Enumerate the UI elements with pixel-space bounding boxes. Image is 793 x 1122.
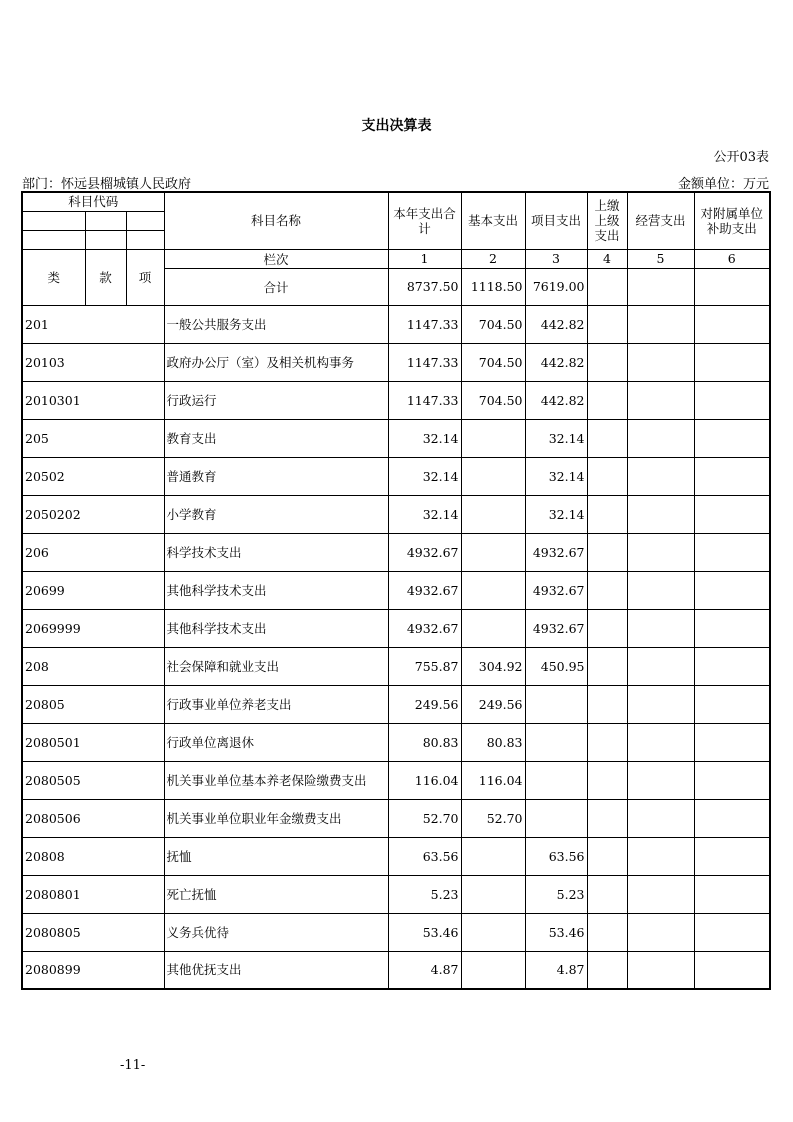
subject-code: 20103 xyxy=(22,343,164,381)
lei-header: 类 xyxy=(22,249,85,305)
subject-name: 义务兵优待 xyxy=(164,913,388,951)
project-expenditure-value: 32.14 xyxy=(525,495,587,533)
subject-code: 2080501 xyxy=(22,723,164,761)
subject-code: 2050202 xyxy=(22,495,164,533)
total-expenditure-value: 755.87 xyxy=(388,647,461,685)
total-expenditure-header: 本年支出合计 xyxy=(388,192,461,249)
xiang-header: 项 xyxy=(126,249,164,305)
subject-name: 社会保障和就业支出 xyxy=(164,647,388,685)
basic-expenditure-value: 704.50 xyxy=(461,381,525,419)
upper-remit-value xyxy=(587,571,627,609)
total-expenditure-value: 63.56 xyxy=(388,837,461,875)
business-expenditure-value xyxy=(627,723,694,761)
upper-remit-value xyxy=(587,799,627,837)
table-row xyxy=(22,837,770,875)
total-expenditure-value: 53.46 xyxy=(388,913,461,951)
upper-remit-value xyxy=(587,495,627,533)
code-blank-4 xyxy=(22,230,85,249)
total-expenditure-value: 4.87 xyxy=(388,951,461,989)
subsidy-value xyxy=(694,419,770,457)
code-blank-2 xyxy=(85,211,126,230)
basic-expenditure-value xyxy=(461,609,525,647)
upper-remit-value xyxy=(587,533,627,571)
subsidy-value xyxy=(694,495,770,533)
upper-remit-value xyxy=(587,609,627,647)
subsidy-value xyxy=(694,837,770,875)
business-expenditure-value xyxy=(627,343,694,381)
code-blank-1 xyxy=(22,211,85,230)
business-expenditure-value xyxy=(627,457,694,495)
business-expenditure-value xyxy=(627,761,694,799)
subject-name: 其他优抚支出 xyxy=(164,951,388,989)
subject-code: 20805 xyxy=(22,685,164,723)
subject-name: 一般公共服务支出 xyxy=(164,305,388,343)
column-number-4: 4 xyxy=(587,249,627,268)
subject-name-header: 科目名称 xyxy=(164,192,388,249)
table-row xyxy=(22,723,770,761)
project-expenditure-value: 53.46 xyxy=(525,913,587,951)
basic-expenditure-value xyxy=(461,571,525,609)
total-expenditure-value: 80.83 xyxy=(388,723,461,761)
table-row xyxy=(22,571,770,609)
amount-unit-label: 金额单位：万元 xyxy=(677,177,769,192)
subsidy-value xyxy=(694,305,770,343)
subsidy-value xyxy=(694,457,770,495)
business-expenditure-header: 经营支出 xyxy=(627,192,694,249)
business-expenditure-value xyxy=(627,609,694,647)
business-expenditure-value xyxy=(627,951,694,989)
total-expenditure-value: 249.56 xyxy=(388,685,461,723)
code-blank-6 xyxy=(126,230,164,249)
subject-code: 20699 xyxy=(22,571,164,609)
subject-code: 2080805 xyxy=(22,913,164,951)
table-row xyxy=(22,875,770,913)
subject-code: 201 xyxy=(22,305,164,343)
total-value-4 xyxy=(587,268,627,305)
total-value-6 xyxy=(694,268,770,305)
subject-code-header: 科目代码 xyxy=(22,192,164,211)
column-number-3: 3 xyxy=(525,249,587,268)
business-expenditure-value xyxy=(627,875,694,913)
subsidy-value xyxy=(694,343,770,381)
business-expenditure-value xyxy=(627,495,694,533)
upper-remit-value xyxy=(587,685,627,723)
project-expenditure-value: 32.14 xyxy=(525,457,587,495)
total-expenditure-value: 4932.67 xyxy=(388,609,461,647)
basic-expenditure-value xyxy=(461,837,525,875)
basic-expenditure-value xyxy=(461,951,525,989)
table-row xyxy=(22,913,770,951)
subject-name: 机关事业单位基本养老保险缴费支出 xyxy=(164,761,388,799)
table-row xyxy=(22,457,770,495)
project-expenditure-value: 442.82 xyxy=(525,343,587,381)
expenditure-table xyxy=(21,191,771,990)
column-number-5: 5 xyxy=(627,249,694,268)
business-expenditure-value xyxy=(627,533,694,571)
table-row xyxy=(22,495,770,533)
upper-remit-value xyxy=(587,723,627,761)
table-row xyxy=(22,799,770,837)
subject-code: 2080899 xyxy=(22,951,164,989)
subject-name: 政府办公厅（室）及相关机构事务 xyxy=(164,343,388,381)
basic-expenditure-value xyxy=(461,913,525,951)
business-expenditure-value xyxy=(627,305,694,343)
project-expenditure-value: 4932.67 xyxy=(525,571,587,609)
subject-code: 20502 xyxy=(22,457,164,495)
table-row xyxy=(22,305,770,343)
subsidy-value xyxy=(694,533,770,571)
total-expenditure-value: 4932.67 xyxy=(388,533,461,571)
subject-name: 科学技术支出 xyxy=(164,533,388,571)
table-row xyxy=(22,343,770,381)
basic-expenditure-value xyxy=(461,533,525,571)
subsidy-value xyxy=(694,723,770,761)
total-expenditure-value: 32.14 xyxy=(388,495,461,533)
table-row xyxy=(22,951,770,989)
business-expenditure-value xyxy=(627,837,694,875)
basic-expenditure-value: 249.56 xyxy=(461,685,525,723)
table-row xyxy=(22,419,770,457)
basic-expenditure-value: 52.70 xyxy=(461,799,525,837)
total-value-1: 8737.50 xyxy=(388,268,461,305)
total-expenditure-value: 32.14 xyxy=(388,457,461,495)
subject-code: 2069999 xyxy=(22,609,164,647)
department-label: 部门：怀远县榴城镇人民政府 xyxy=(22,177,192,192)
upper-remit-value xyxy=(587,837,627,875)
subsidy-value xyxy=(694,799,770,837)
page-number: -11- xyxy=(120,1058,146,1073)
total-value-5 xyxy=(627,268,694,305)
total-expenditure-value: 1147.33 xyxy=(388,343,461,381)
subsidy-value xyxy=(694,609,770,647)
project-expenditure-value xyxy=(525,685,587,723)
subject-name: 其他科学技术支出 xyxy=(164,609,388,647)
subsidy-value xyxy=(694,875,770,913)
total-expenditure-value: 116.04 xyxy=(388,761,461,799)
upper-remit-header: 上缴上级支出 xyxy=(587,192,627,249)
business-expenditure-value xyxy=(627,913,694,951)
subject-name: 机关事业单位职业年金缴费支出 xyxy=(164,799,388,837)
upper-remit-value xyxy=(587,343,627,381)
subsidy-value xyxy=(694,381,770,419)
subject-code: 2080506 xyxy=(22,799,164,837)
business-expenditure-value xyxy=(627,419,694,457)
project-expenditure-value: 4932.67 xyxy=(525,609,587,647)
business-expenditure-value xyxy=(627,571,694,609)
total-expenditure-value: 1147.33 xyxy=(388,305,461,343)
subsidy-value xyxy=(694,913,770,951)
business-expenditure-value xyxy=(627,381,694,419)
row-number-label: 栏次 xyxy=(164,249,388,268)
project-expenditure-value xyxy=(525,799,587,837)
total-label: 合计 xyxy=(164,268,388,305)
total-value-2: 1118.50 xyxy=(461,268,525,305)
upper-remit-value xyxy=(587,457,627,495)
business-expenditure-value xyxy=(627,647,694,685)
total-value-3: 7619.00 xyxy=(525,268,587,305)
form-number: 公开03表 xyxy=(713,150,769,165)
basic-expenditure-value xyxy=(461,457,525,495)
project-expenditure-header: 项目支出 xyxy=(525,192,587,249)
kuan-header: 款 xyxy=(85,249,126,305)
subject-name: 行政单位离退休 xyxy=(164,723,388,761)
subject-name: 死亡抚恤 xyxy=(164,875,388,913)
subsidy-value xyxy=(694,761,770,799)
upper-remit-value xyxy=(587,381,627,419)
total-expenditure-value: 52.70 xyxy=(388,799,461,837)
project-expenditure-value: 4.87 xyxy=(525,951,587,989)
code-blank-3 xyxy=(126,211,164,230)
column-number-1: 1 xyxy=(388,249,461,268)
basic-expenditure-value xyxy=(461,419,525,457)
upper-remit-value xyxy=(587,647,627,685)
subject-name: 行政事业单位养老支出 xyxy=(164,685,388,723)
total-expenditure-value: 4932.67 xyxy=(388,571,461,609)
total-expenditure-value: 5.23 xyxy=(388,875,461,913)
business-expenditure-value xyxy=(627,685,694,723)
subject-name: 小学教育 xyxy=(164,495,388,533)
project-expenditure-value: 442.82 xyxy=(525,381,587,419)
upper-remit-value xyxy=(587,761,627,799)
column-number-6: 6 xyxy=(694,249,770,268)
table-row xyxy=(22,533,770,571)
basic-expenditure-value: 116.04 xyxy=(461,761,525,799)
basic-expenditure-value: 704.50 xyxy=(461,343,525,381)
subject-code: 205 xyxy=(22,419,164,457)
table-row xyxy=(22,647,770,685)
table-row xyxy=(22,381,770,419)
subject-name: 普通教育 xyxy=(164,457,388,495)
code-blank-5 xyxy=(85,230,126,249)
subsidy-header: 对附属单位补助支出 xyxy=(694,192,770,249)
subject-name: 教育支出 xyxy=(164,419,388,457)
upper-remit-value xyxy=(587,305,627,343)
column-number-2: 2 xyxy=(461,249,525,268)
project-expenditure-value: 32.14 xyxy=(525,419,587,457)
subsidy-value xyxy=(694,951,770,989)
subject-code: 20808 xyxy=(22,837,164,875)
subject-name: 其他科学技术支出 xyxy=(164,571,388,609)
total-expenditure-value: 1147.33 xyxy=(388,381,461,419)
project-expenditure-value: 442.82 xyxy=(525,305,587,343)
project-expenditure-value: 5.23 xyxy=(525,875,587,913)
basic-expenditure-value: 704.50 xyxy=(461,305,525,343)
subject-code: 2010301 xyxy=(22,381,164,419)
subject-name: 行政运行 xyxy=(164,381,388,419)
project-expenditure-value: 63.56 xyxy=(525,837,587,875)
basic-expenditure-value: 304.92 xyxy=(461,647,525,685)
subsidy-value xyxy=(694,647,770,685)
subject-code: 2080505 xyxy=(22,761,164,799)
basic-expenditure-value xyxy=(461,495,525,533)
basic-expenditure-value xyxy=(461,875,525,913)
basic-expenditure-value: 80.83 xyxy=(461,723,525,761)
project-expenditure-value: 4932.67 xyxy=(525,533,587,571)
table-row xyxy=(22,685,770,723)
subject-code: 208 xyxy=(22,647,164,685)
upper-remit-value xyxy=(587,875,627,913)
subsidy-value xyxy=(694,685,770,723)
subject-code: 2080801 xyxy=(22,875,164,913)
upper-remit-value xyxy=(587,951,627,989)
upper-remit-value xyxy=(587,913,627,951)
subject-name: 抚恤 xyxy=(164,837,388,875)
basic-expenditure-header: 基本支出 xyxy=(461,192,525,249)
subject-code: 206 xyxy=(22,533,164,571)
table-row xyxy=(22,761,770,799)
subsidy-value xyxy=(694,571,770,609)
business-expenditure-value xyxy=(627,799,694,837)
project-expenditure-value xyxy=(525,723,587,761)
page-title: 支出决算表 xyxy=(361,118,432,134)
project-expenditure-value xyxy=(525,761,587,799)
total-expenditure-value: 32.14 xyxy=(388,419,461,457)
project-expenditure-value: 450.95 xyxy=(525,647,587,685)
table-row xyxy=(22,609,770,647)
upper-remit-value xyxy=(587,419,627,457)
